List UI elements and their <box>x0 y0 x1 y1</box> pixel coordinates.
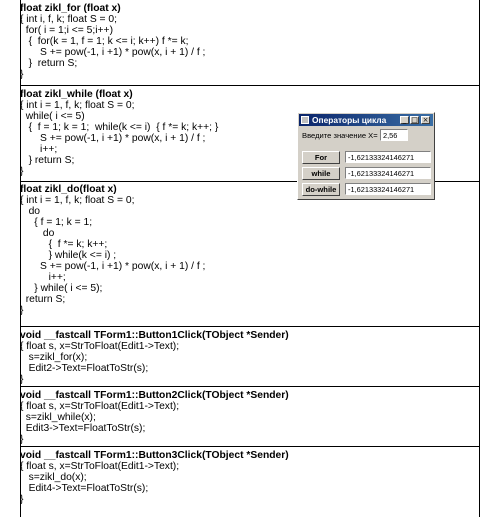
code-line: } while( i <= 5); <box>20 283 103 294</box>
window-title: Операторы цикла <box>312 115 387 125</box>
code-line: for( i = 1;i <= 5;i++) <box>20 25 114 36</box>
code-line: S += pow(-1, i +1) * pow(x, i + 1) / f ; <box>20 133 206 144</box>
code-line: } <box>20 434 24 445</box>
while-button[interactable]: while <box>302 167 340 180</box>
code-line: while( i <= 5) <box>20 111 85 122</box>
code-line: return S; <box>20 294 66 305</box>
code-line: s=zikl_do(x); <box>20 472 87 483</box>
close-icon[interactable]: × <box>422 116 429 124</box>
code-line: do <box>20 228 55 239</box>
code-line: Edit3->Text=FloatToStr(s); <box>20 423 146 434</box>
code-line: i++; <box>20 272 66 283</box>
row-divider <box>20 326 480 327</box>
for-result-field[interactable]: -1,62133324146271 <box>345 151 431 163</box>
minimize-icon[interactable]: _ <box>400 116 409 124</box>
x-input-label: Введите значение X= <box>302 131 378 140</box>
code-line: i++; <box>20 144 58 155</box>
window-app-icon <box>301 116 309 124</box>
code-line: { int i = 1, f, k; float S = 0; <box>20 100 135 111</box>
function-signature: float zikl_do(float x) <box>20 184 117 195</box>
code-line: { float s, x=StrToFloat(Edit1->Text); <box>20 341 180 352</box>
code-line: Edit2->Text=FloatToStr(s); <box>20 363 149 374</box>
function-signature: float zikl_for (float x) <box>20 3 121 14</box>
code-line: } while(k <= i) ; <box>20 250 117 261</box>
code-line: } <box>20 69 24 80</box>
function-signature: float zikl_while (float x) <box>20 89 133 100</box>
code-line: { f = 1; k = 1; while(k <= i) { f *= k; k++; } <box>20 122 219 133</box>
code-line: } <box>20 494 24 505</box>
code-line: { float s, x=StrToFloat(Edit1->Text); <box>20 401 180 412</box>
function-signature: void __fastcall TForm1::Button1Click(TObject *Sender) <box>20 330 289 341</box>
while-result-field[interactable]: -1,62133324146271 <box>345 167 431 179</box>
code-line: { f = 1; k = 1; <box>20 217 93 228</box>
code-line: } <box>20 166 24 177</box>
code-line: { int i, f, k; float S = 0; <box>20 14 118 25</box>
loop-operators-window <box>297 112 435 200</box>
function-signature: void __fastcall TForm1::Button2Click(TObject *Sender) <box>20 390 289 401</box>
window-titlebar[interactable] <box>299 114 433 126</box>
code-line: } return S; <box>20 155 75 166</box>
row-divider <box>20 446 480 447</box>
for-button[interactable]: For <box>302 151 340 164</box>
code-line: { for(k = 1, f = 1; k <= i; k++) f *= k; <box>20 36 189 47</box>
code-line: S += pow(-1, i +1) * pow(x, i + 1) / f ; <box>20 261 206 272</box>
do-while-button[interactable]: do-while <box>302 183 340 196</box>
code-line: } return S; <box>20 58 78 69</box>
code-line: { int i = 1, f, k; float S = 0; <box>20 195 135 206</box>
code-line: s=zikl_for(x); <box>20 352 88 363</box>
function-signature: void __fastcall TForm1::Button3Click(TObject *Sender) <box>20 450 289 461</box>
table-right-border <box>479 0 480 517</box>
maximize-icon[interactable]: □ <box>411 116 418 124</box>
row-divider <box>20 85 480 86</box>
code-line: s=zikl_while(x); <box>20 412 96 423</box>
x-input[interactable]: 2,56 <box>380 129 408 141</box>
code-line: Edit4->Text=FloatToStr(s); <box>20 483 149 494</box>
code-line: } <box>20 305 24 316</box>
code-line: } <box>20 374 24 385</box>
do-while-result-field[interactable]: -1,62133324146271 <box>345 183 431 195</box>
code-line: do <box>20 206 41 217</box>
row-divider <box>20 386 480 387</box>
code-line: { f *= k; k++; <box>20 239 108 250</box>
code-line: S += pow(-1, i +1) * pow(x, i + 1) / f ; <box>20 47 206 58</box>
code-line: { float s, x=StrToFloat(Edit1->Text); <box>20 461 180 472</box>
